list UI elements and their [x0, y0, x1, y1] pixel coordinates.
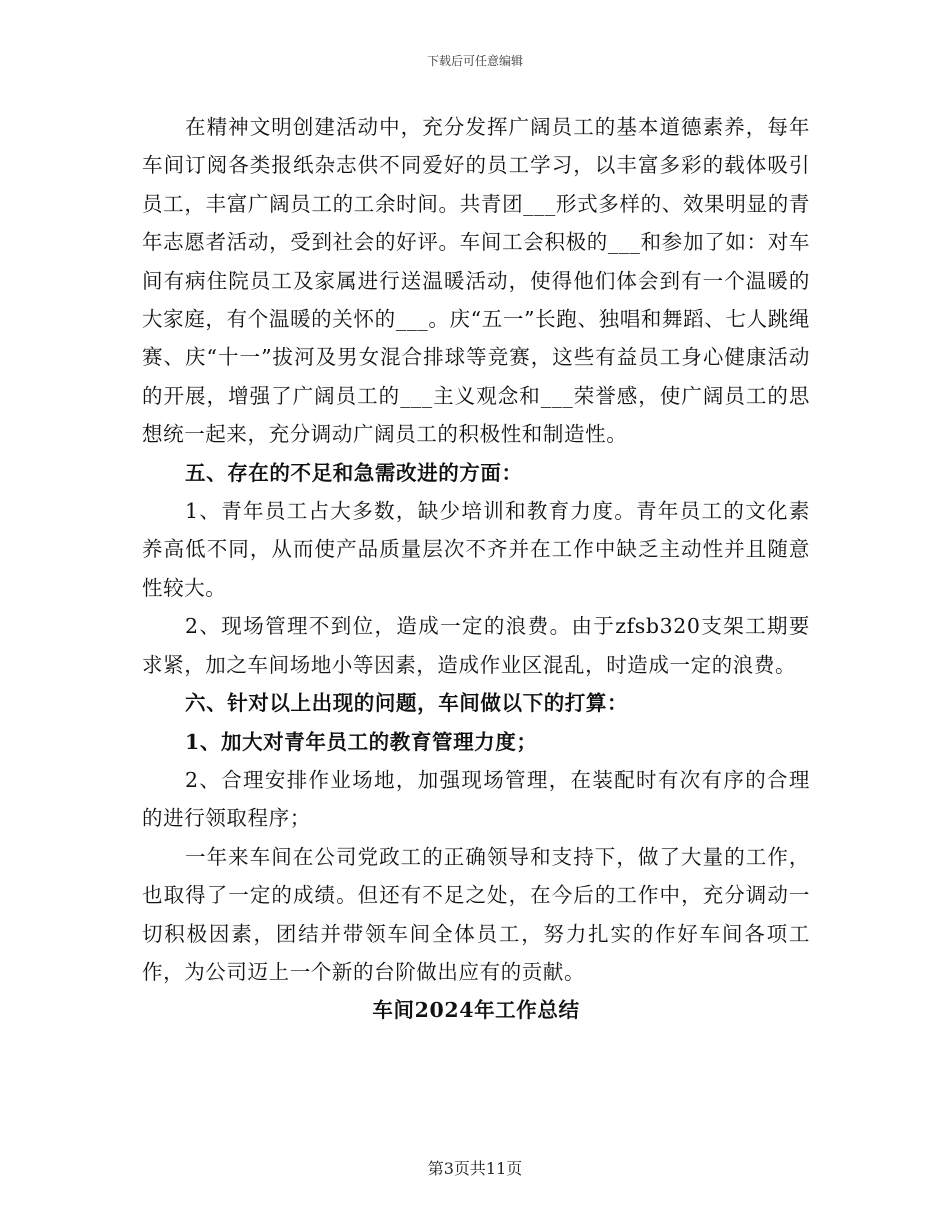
- document-body: [142, 108, 810, 1030]
- paragraph-plan-1: 1、加大对青年员工的教育管理力度；: [185, 729, 538, 754]
- paragraph-plan-2: 2、合理安排作业场地，加强现场管理，在装配时有次有序的合理的进行领取程序；: [142, 767, 810, 831]
- page-footer-number: 第3页共11页: [427, 1159, 523, 1178]
- next-document-title: 车间2024年工作总结: [372, 998, 580, 1023]
- paragraph-conclusion: 一年来车间在公司党政工的正确领导和支持下，做了大量的工作，也取得了一定的成绩。但还有不足之处，在今后的工作中，充分调动一切积极因素，团结并带领车间全体员工，努力扎实的作好车间各项工作，为公司迈上一个新的台阶做出应有的贡献。: [142, 844, 810, 984]
- page-header-note: 下载后可任意编辑: [426, 54, 523, 68]
- section-heading-plans: 六、针对以上出现的问题，车间做以下的打算：: [185, 691, 629, 716]
- paragraph-spiritual-civilization: 在精神文明创建活动中，充分发挥广阔员工的基本道德素养，每年车间订阅各类报纸杂志供不同爱好的员工学习，以丰富多彩的载体吸引员工，丰富广阔员工的工余时间。共青团___形式多样的、效果明显的青年志愿者活动，受到社会的好评。车间工会积极的___和参加了如：对车间有病住院员工及家属进行送温暖活动，使得他们体会到有一个温暖的大家庭，有个温暖的关怀的___。庆“五一”长跑、独唱和舞蹈、七人跳绳赛、庆“十一”拔河及男女混合排球等竞赛，这些有益员工身心健康活动的开展，增强了广阔员工的___主义观念和___荣誉感，使广阔员工的思想统一起来，充分调动广阔员工的积极性和制造性。: [142, 115, 810, 447]
- section-heading-shortcomings: 五、存在的不足和急需改进的方面：: [185, 460, 523, 485]
- paragraph-shortcoming-2: 2、现场管理不到位，造成一定的浪费。由于zfsb320支架工期要求紧，加之车间场地小等因素，造成作业区混乱，时造成一定的浪费。: [142, 614, 810, 677]
- paragraph-shortcoming-1: 1、青年员工占大多数，缺少培训和教育力度。青年员工的文化素养高低不同，从而使产品质量层次不齐并在工作中缺乏主动性并且随意性较大。: [142, 499, 810, 600]
